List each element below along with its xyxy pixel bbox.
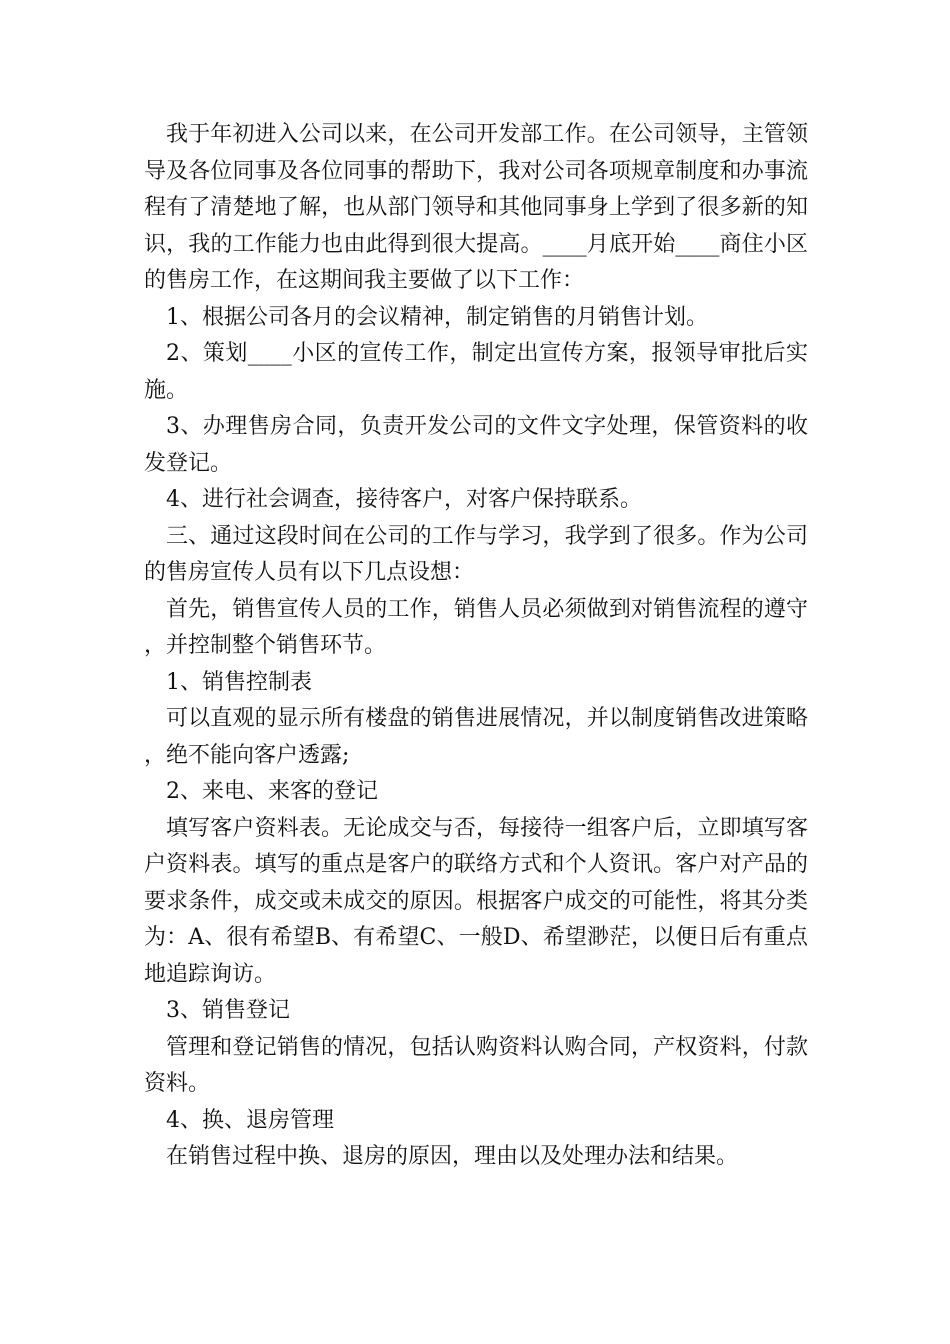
heading-sales-control-table: 1、销售控制表: [166, 669, 312, 695]
paragraph-intro: 我于年初进入公司以来，在公司开发部工作。在公司领导，主管领导及各位同事及各位同事的帮助下，我对公司各项规章制度和办事流程有了清楚地了解，也从部门领导和其他同事身上学到了很多新的知识，我的工作能力也由此得到很大提高。____月底开始____商住小区的售房工作，在这期间我主要做了以下工作：: [144, 122, 808, 293]
paragraph-sales-registration: 管理和登记销售的情况，包括认购资料认购合同，产权资料，付款资料。: [144, 1034, 808, 1096]
paragraph-item-4: 4、进行社会调查，接待客户，对客户保持联系。: [166, 487, 642, 512]
heading-exchange-return-management: 4、换、退房管理: [166, 1107, 334, 1133]
paragraph-item-3: 3、办理售房合同，负责开发公司的文件文字处理，保管资料的收发登记。: [144, 414, 808, 476]
heading-sales-registration: 3、销售登记: [166, 998, 290, 1023]
paragraph-sales-control-table: 可以直观的显示所有楼盘的销售进展情况，并以制度销售改进策略，绝不能向客户透露;: [144, 706, 808, 768]
paragraph-call-visit-registration: 填写客户资料表。无论成交与否，每接待一组客户后，立即填写客户资料表。填写的重点是客户的联络方式和个人资讯。客户对产品的要求条件，成交或未成交的原因。根据客户成交的可能性，将其分类为：A、很有希望B、有希望C、一般D、希望渺茫，以便日后有重点地追踪询访。: [144, 815, 808, 987]
paragraph-section-three: 三、通过这段时间在公司的工作与学习，我学到了很多。作为公司的售房宣传人员有以下几点设想：: [144, 523, 808, 585]
heading-call-visit-registration: 2、来电、来客的登记: [166, 779, 378, 804]
paragraph-exchange-return-management: 在销售过程中换、退房的原因，理由以及处理办法和结果。: [166, 1144, 739, 1169]
paragraph-item-2: 2、策划____小区的宣传工作，制定出宣传方案，报领导审批后实施。: [144, 341, 808, 403]
document-body: [144, 117, 808, 1176]
paragraph-first: 首先，销售宣传人员的工作，销售人员必须做到对销售流程的遵守，并控制整个销售环节。: [144, 596, 808, 658]
paragraph-item-1: 1、根据公司各月的会议精神，制定销售的月销售计划。: [166, 304, 708, 330]
